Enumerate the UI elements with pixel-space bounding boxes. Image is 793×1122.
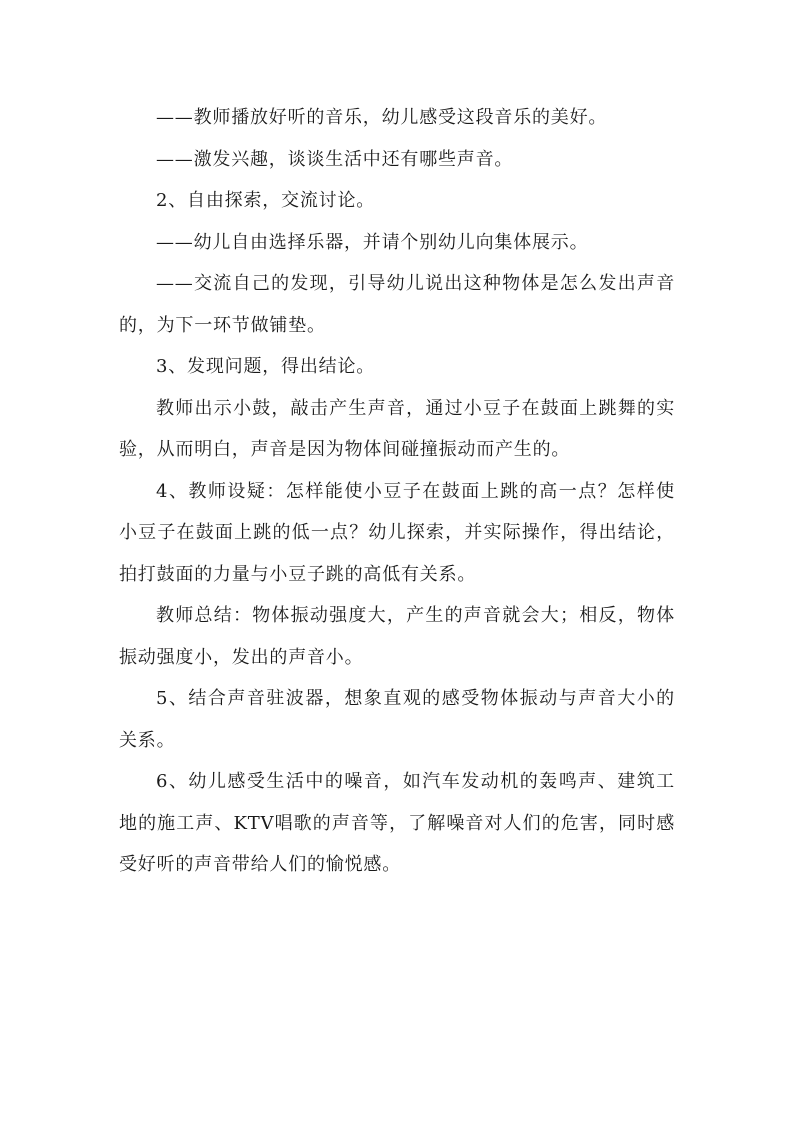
paragraph-share-findings: ——交流自己的发现，引导幼儿说出这种物体是怎么发出声音的，为下一环节做铺垫。 [119,273,675,336]
paragraph-music-intro: ——教师播放好听的音乐，幼儿感受这段音乐的美好。 [156,107,608,128]
paragraph-interest: ——激发兴趣，谈谈生活中还有哪些声音。 [156,148,514,170]
paragraph-teacher-summary: 教师总结：物体振动强度大，产生的声音就会大；相反，物体振动强度小，发出的声音小。 [119,605,675,668]
paragraph-step-4-question: 4、教师设疑：怎样能使小豆子在鼓面上跳的高一点？怎样使小豆子在鼓面上跳的低一点？幼儿探索，并实际操作，得出结论，拍打鼓面的力量与小豆子跳的高低有关系。 [119,480,675,585]
paragraph-step-5: 5、结合声音驻波器，想象直观的感受物体振动与声音大小的关系。 [119,688,675,751]
paragraph-choose-instrument: ——幼儿自由选择乐器，并请个别幼儿向集体展示。 [156,231,589,253]
paragraph-step-2-heading: 2、自由探索，交流讨论。 [156,190,376,211]
paragraph-drum-experiment: 教师出示小鼓，敲击产生声音，通过小豆子在鼓面上跳舞的实验，从而明白，声音是因为物体间碰撞振动而产生的。 [119,397,675,460]
paragraph-step-6-noise: 6、幼儿感受生活中的噪音，如汽车发动机的轰鸣声、建筑工地的施工声、KTV唱歌的声音等，了解噪音对人们的危害，同时感受好听的声音带给人们的愉悦感。 [119,771,675,875]
document-page [119,97,675,886]
paragraph-step-3-heading: 3、发现问题，得出结论。 [156,356,376,377]
